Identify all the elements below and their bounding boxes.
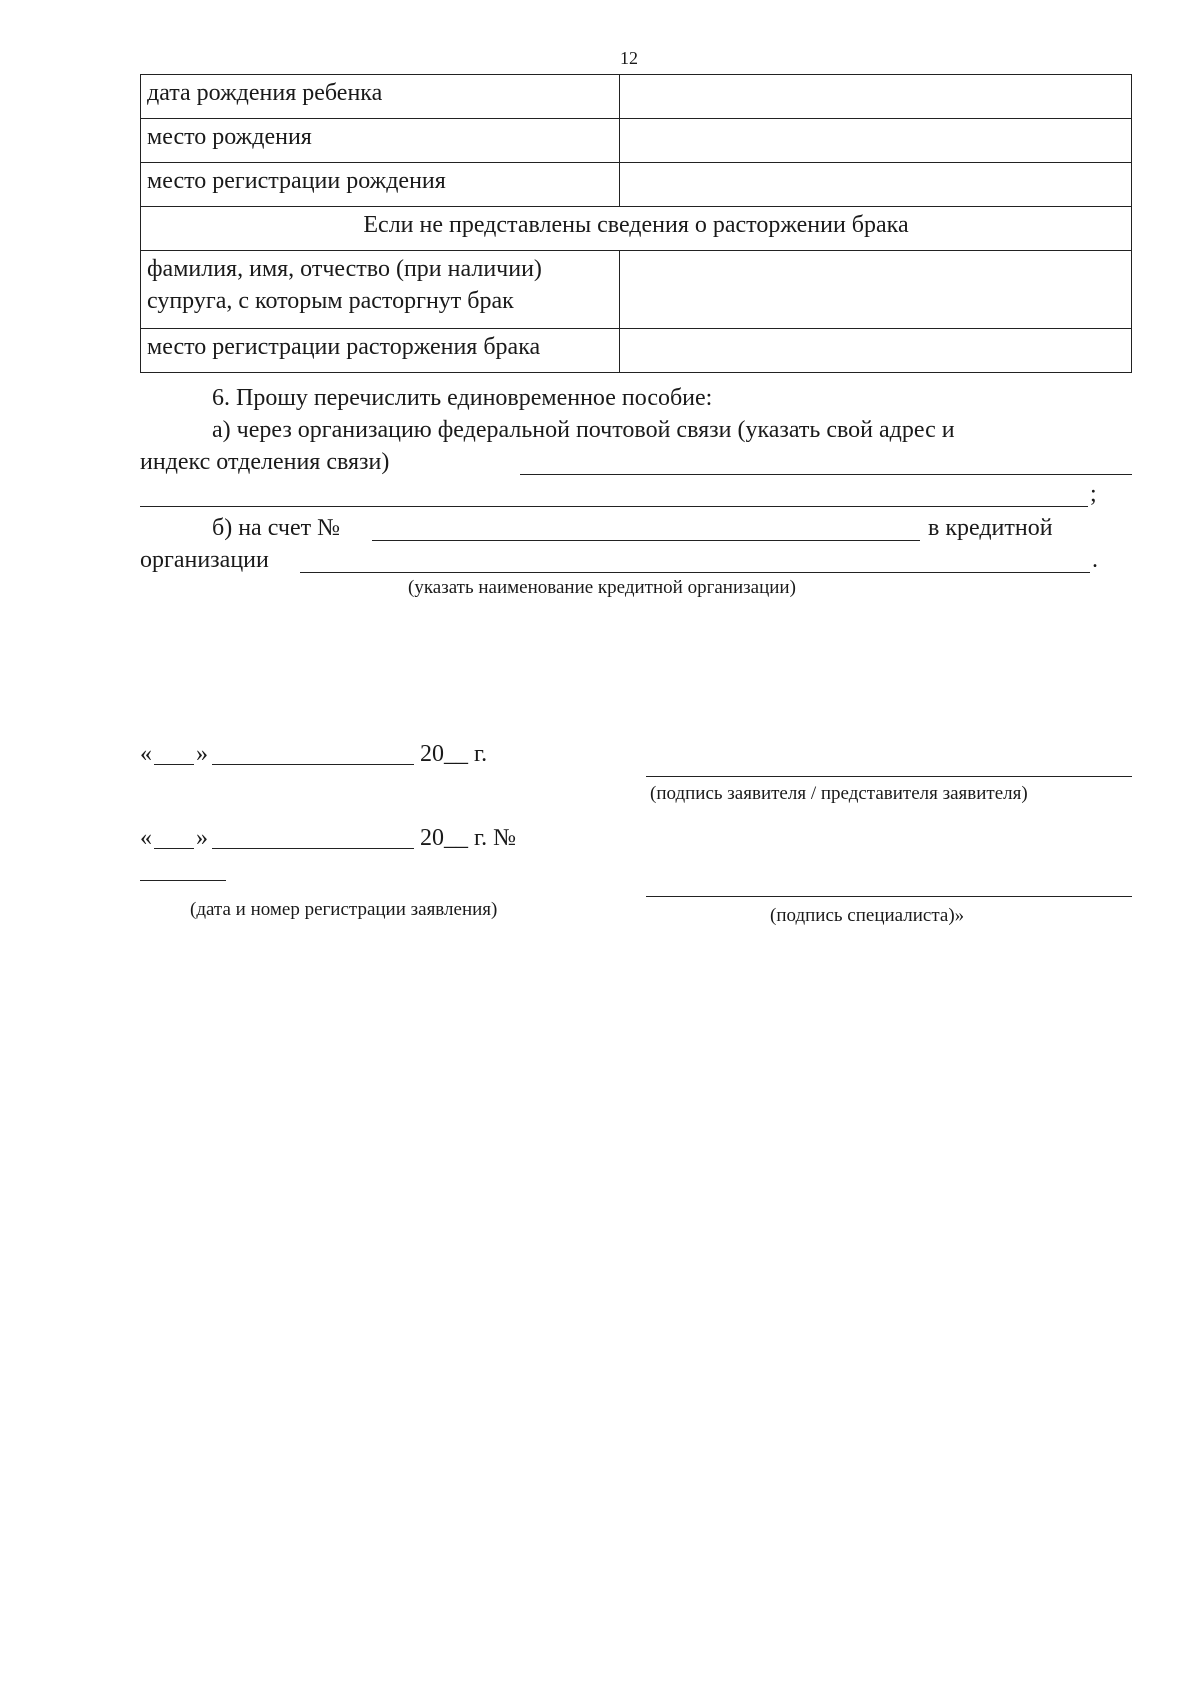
option-b-suffix: в кредитной — [928, 515, 1053, 541]
registration-number-input-line[interactable] — [140, 880, 226, 881]
applicant-signature-line[interactable] — [646, 776, 1132, 777]
table-row — [141, 119, 1132, 163]
address-input-line[interactable] — [520, 474, 1132, 475]
row-value-field[interactable] — [620, 251, 1132, 329]
section-header: Если не представлены сведения о расторжении брака — [141, 207, 1132, 251]
page-number: 12 — [620, 48, 638, 68]
row-value-field[interactable] — [620, 163, 1132, 207]
table-row — [141, 163, 1132, 207]
row-value-field[interactable] — [620, 119, 1132, 163]
day-input-line[interactable] — [154, 764, 194, 765]
row-value-field[interactable] — [620, 75, 1132, 119]
option-b-org-label: организации — [140, 547, 269, 573]
bank-name-input-line[interactable] — [300, 572, 1090, 573]
row-label — [141, 251, 620, 329]
option-b-prefix: б) на счет № — [212, 515, 340, 541]
row-label-line: супруга, с которым расторгнут брак — [147, 288, 514, 314]
payment-heading: 6. Прошу перечислить единовременное пособие: — [212, 385, 713, 411]
option-a-text: а) через организацию федеральной почтовой связи (указать свой адрес и — [212, 417, 955, 443]
year-label: 20__ г. — [420, 741, 488, 767]
table-section-row — [141, 207, 1132, 251]
day-input-line[interactable] — [154, 848, 194, 849]
bank-name-caption: (указать наименование кредитной организации) — [408, 577, 796, 598]
table-row — [141, 251, 1132, 329]
option-b-end: . — [1092, 547, 1098, 573]
specialist-signature-caption: (подпись специалиста)» — [770, 905, 965, 926]
date-close-quote: » — [196, 825, 208, 851]
date-open-quote: « — [140, 741, 152, 767]
option-a-text-cont: индекс отделения связи) — [140, 449, 390, 475]
registration-caption: (дата и номер регистрации заявления) — [190, 899, 498, 920]
child-info-table — [140, 74, 1132, 373]
row-label: место регистрации рождения — [141, 163, 620, 207]
applicant-signature-caption: (подпись заявителя / представителя заявителя) — [650, 783, 1028, 804]
address-input-line-2[interactable] — [140, 506, 1088, 507]
month-input-line[interactable] — [212, 848, 414, 849]
year-number-label: 20__ г. № — [420, 825, 517, 851]
table-row — [141, 329, 1132, 373]
row-label: место рождения — [141, 119, 620, 163]
row-label: дата рождения ребенка — [141, 75, 620, 119]
row-label-line: фамилия, имя, отчество (при наличии) — [147, 256, 542, 282]
date-close-quote: » — [196, 741, 208, 767]
row-label: место регистрации расторжения брака — [141, 329, 620, 373]
account-number-input-line[interactable] — [372, 540, 920, 541]
specialist-signature-line[interactable] — [646, 896, 1132, 897]
option-a-end: ; — [1090, 481, 1097, 507]
table-row — [141, 75, 1132, 119]
month-input-line[interactable] — [212, 764, 414, 765]
date-open-quote: « — [140, 825, 152, 851]
row-value-field[interactable] — [620, 329, 1132, 373]
